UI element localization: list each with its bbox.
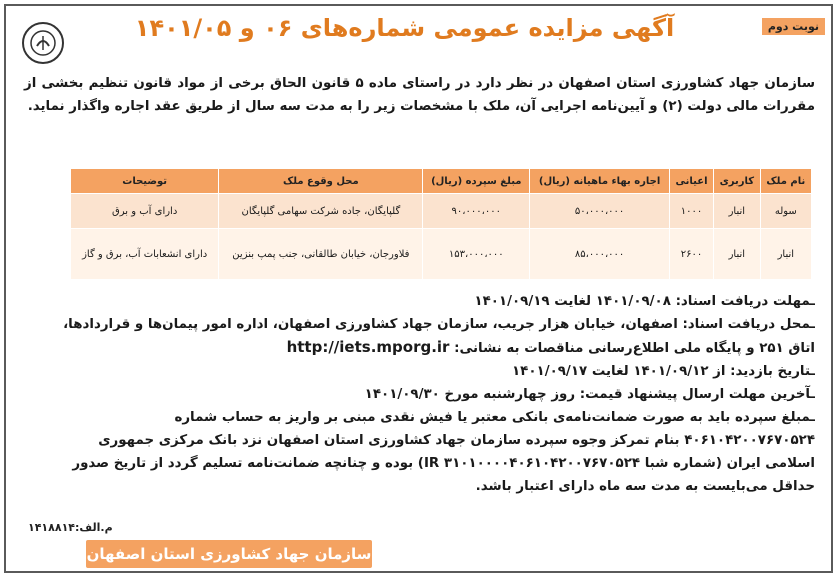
logo [22, 22, 64, 64]
table-cell: فلاورجان، خیابان طالقانی، جنب پمپ بنزین [219, 229, 423, 280]
bid-deadline-line: ـآخرین مهلت ارسال پیشنهاد قیمت: روز چهارشنبه مورخ ۱۴۰۱/۰۹/۳۰ [364, 387, 815, 402]
table-row [71, 229, 812, 280]
table-cell: سوله [760, 194, 811, 229]
table-cell: گلپایگان، جاده شرکت سهامی گلپایگان [219, 194, 423, 229]
intro-paragraph: سازمان جهاد کشاورزی استان اصفهان در نظر دارد در راستای ماده ۵ قانون الحاق برخی از مواد قانون تنظیم بخشی از مقررات مالی دولت (۲) و آیین‌نامه اجرایی آن، ملک با مشخصات زیر را به مدت سه سال از طریق عقد اجاره واگذار نماید. [24, 76, 816, 114]
table-cell: انبار [714, 194, 761, 229]
table-row [71, 194, 812, 229]
col-header: اجاره بهاء ماهیانه (ریال) [530, 169, 670, 194]
table-cell: ۸۵،۰۰۰،۰۰۰ [530, 229, 670, 280]
deposit-line-2: ۴۰۶۱۰۴۲۰۰۷۶۷۰۵۲۴ بنام تمرکز وجوه سپرده سازمان جهاد کشاورزی استان اصفهان نزد بانک مرکزی جمهوری [98, 433, 815, 448]
deposit-line-4: حداقل می‌بایست به مدت سه ماه دارای اعتبار باشد. [475, 479, 815, 494]
col-header: کاربری [714, 169, 761, 194]
property-table [70, 168, 812, 280]
table-cell: دارای انشعابات آب، برق و گاز [71, 229, 219, 280]
emblem-icon [28, 28, 58, 58]
deadline-docs-line: ـمهلت دریافت اسناد: ۱۴۰۱/۰۹/۰۸ لغایت ۱۴۰۱/۰۹/۱۹ [474, 294, 815, 309]
page-title: آگهی مزایده عمومی شماره‌های ۰۶ و ۱۴۰۱/۰۵ [134, 14, 675, 42]
table-cell: ۵۰،۰۰۰،۰۰۰ [530, 194, 670, 229]
table-cell: انبار [714, 229, 761, 280]
col-header: مبلغ سپرده (ریال) [423, 169, 530, 194]
col-header: محل وقوع ملک [219, 169, 423, 194]
table-cell: انبار [760, 229, 811, 280]
table-cell: ۱۵۳،۰۰۰،۰۰۰ [423, 229, 530, 280]
table-cell: ۹۰،۰۰۰،۰۰۰ [423, 194, 530, 229]
details-list [24, 290, 815, 498]
docs-portal-line [24, 336, 815, 360]
visit-date-line: ـتاریخ بازدید: از ۱۴۰۱/۰۹/۱۲ لغایت ۱۴۰۱/۰۹/۱۷ [512, 364, 815, 379]
round-badge: نوبت دوم [762, 18, 825, 35]
deposit-line-3: اسلامی ایران (شماره شبا IR ۳۱۰۱۰۰۰۰۴۰۶۱۰۴۲۰۰۷۶۷۰۵۲۴) بوده و چنانچه ضمانت‌نامه تسلیم گردد از تاریخ صدور [72, 456, 815, 471]
table-cell: ۲۶۰۰ [670, 229, 714, 280]
footer-banner: سازمان جهاد کشاورزی استان اصفهان [86, 540, 372, 568]
ad-code: م.الف:۱۴۱۸۸۱۴ [28, 521, 113, 534]
portal-link[interactable]: http://iets.mporg.ir [286, 338, 450, 356]
docs-portal-text: اتاق ۲۵۱ و پایگاه ملی اطلاع‌رسانی مناقصات به نشانی: [454, 341, 815, 356]
table-cell: دارای آب و برق [71, 194, 219, 229]
docs-location-line: ـمحل دریافت اسناد: اصفهان، خیابان هزار جریب، سازمان جهاد کشاورزی اصفهان، اداره امور پیمان‌ها و قراردادها، [63, 317, 815, 332]
table-cell: ۱۰۰۰ [670, 194, 714, 229]
col-header: اعیانی [670, 169, 714, 194]
col-header: توضیحات [71, 169, 219, 194]
col-header: نام ملک [760, 169, 811, 194]
table-header-row [71, 169, 812, 194]
deposit-line-1: ـمبلغ سپرده باید به صورت ضمانت‌نامه‌ی بانکی معتبر یا فیش نقدی مبنی بر واریز به حساب شماره [174, 410, 815, 425]
